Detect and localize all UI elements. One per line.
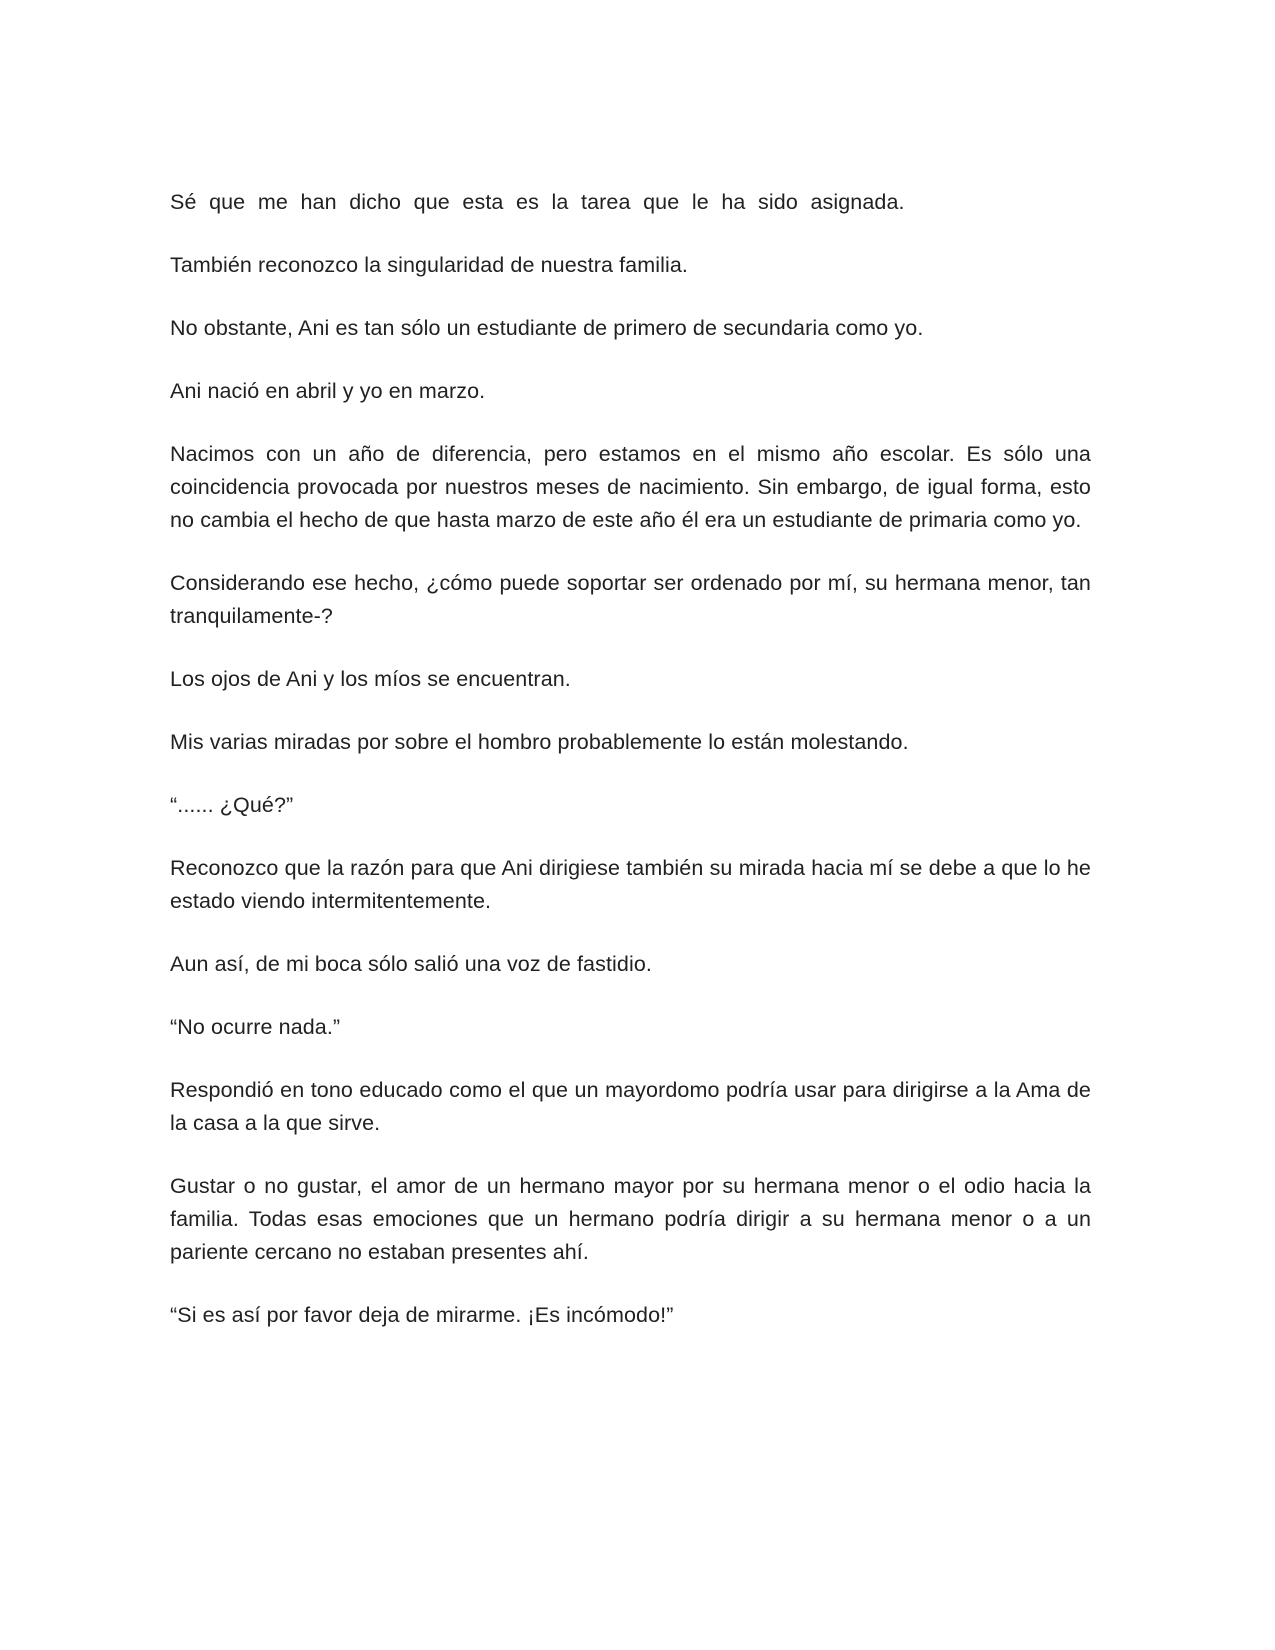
paragraph: Aun así, de mi boca sólo salió una voz de fastidio. — [170, 952, 652, 976]
paragraph: Sé que me han dicho que esta es la tarea que le ha sido asignada. — [170, 190, 905, 214]
paragraph: Reconozco que la razón para que Ani dirigiese también su mirada hacia mí se debe a que lo he estado viendo intermitentemente. — [170, 856, 1091, 913]
paragraph: Gustar o no gustar, el amor de un hermano mayor por su hermana menor o el odio hacia la familia. Todas esas emociones que un hermano podría dirigir a su hermana menor o a un pariente cercano no estaban presentes ahí. — [170, 1174, 1091, 1264]
paragraph-dialogue: “No ocurre nada.” — [170, 1015, 341, 1039]
paragraph: No obstante, Ani es tan sólo un estudiante de primero de secundaria como yo. — [170, 316, 924, 340]
paragraph-dialogue: “...... ¿Qué?” — [170, 793, 294, 817]
paragraph: También reconozco la singularidad de nuestra familia. — [170, 253, 689, 277]
paragraph: Los ojos de Ani y los míos se encuentran. — [170, 667, 571, 691]
paragraph: Considerando ese hecho, ¿cómo puede soportar ser ordenado por mí, su hermana menor, tan tranquilamente-? — [170, 571, 1091, 628]
paragraph: Ani nació en abril y yo en marzo. — [170, 379, 486, 403]
paragraph: Respondió en tono educado como el que un mayordomo podría usar para dirigirse a la Ama de la casa a la que sirve. — [170, 1078, 1091, 1135]
paragraph-dialogue: “Si es así por favor deja de mirarme. ¡Es incómodo!” — [170, 1303, 674, 1327]
paragraph: Nacimos con un año de diferencia, pero estamos en el mismo año escolar. Es sólo una coincidencia provocada por nuestros meses de nacimiento. Sin embargo, de igual forma, esto no cambia el hecho de que hasta marzo de este año él era un estudiante de primaria como yo. — [170, 442, 1091, 532]
paragraph: Mis varias miradas por sobre el hombro probablemente lo están molestando. — [170, 730, 909, 754]
